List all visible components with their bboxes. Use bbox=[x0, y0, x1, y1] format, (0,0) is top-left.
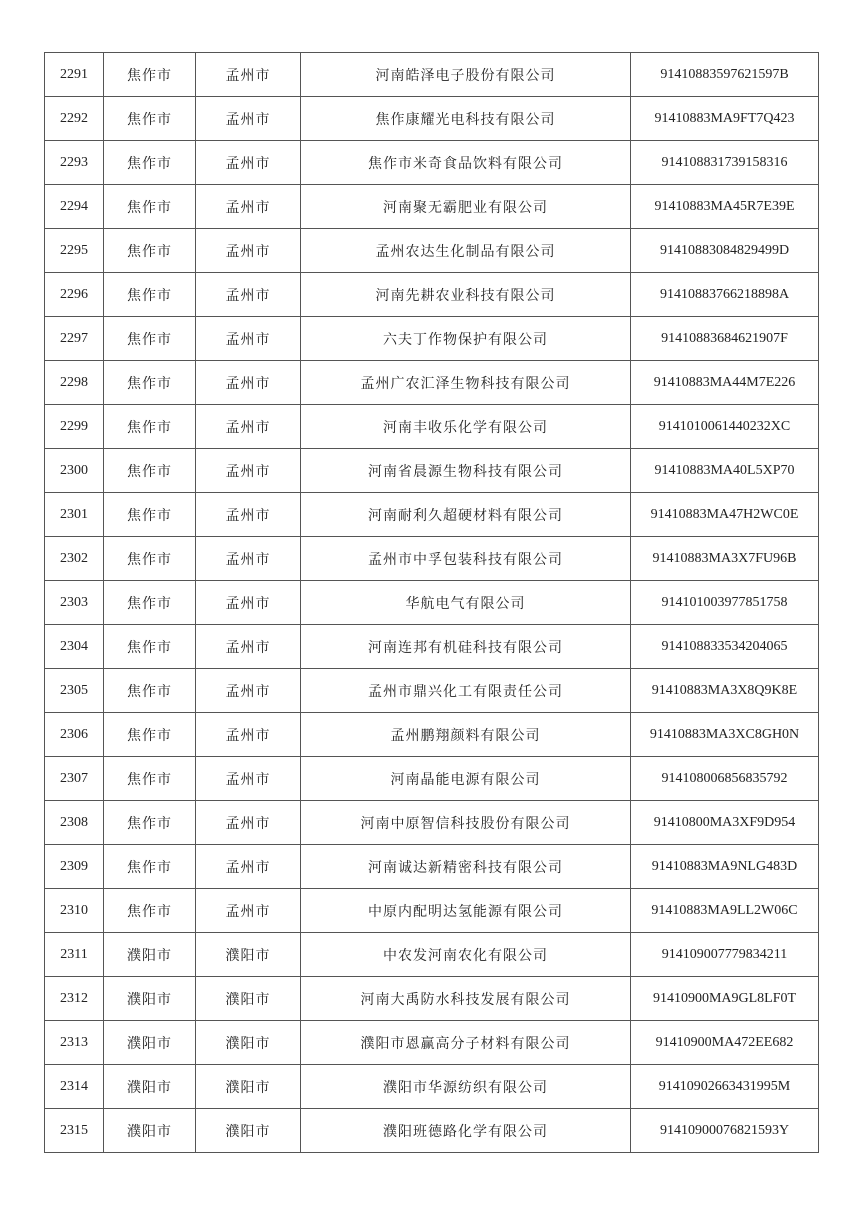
company-name-cell: 焦作市米奇食品饮料有限公司 bbox=[301, 141, 631, 185]
city-cell: 濮阳市 bbox=[104, 1109, 196, 1153]
city-cell: 濮阳市 bbox=[104, 933, 196, 977]
company-name-cell: 孟州市中孚包装科技有限公司 bbox=[301, 537, 631, 581]
county-cell: 孟州市 bbox=[196, 229, 301, 273]
table-row bbox=[45, 317, 819, 361]
city-cell: 焦作市 bbox=[104, 493, 196, 537]
county-cell: 孟州市 bbox=[196, 97, 301, 141]
county-cell: 孟州市 bbox=[196, 405, 301, 449]
row-number: 2293 bbox=[45, 141, 104, 185]
company-name-cell: 河南大禹防水科技发展有限公司 bbox=[301, 977, 631, 1021]
table-row bbox=[45, 889, 819, 933]
county-cell: 孟州市 bbox=[196, 185, 301, 229]
table-row bbox=[45, 1065, 819, 1109]
company-name-cell: 六夫丁作物保护有限公司 bbox=[301, 317, 631, 361]
table-row bbox=[45, 977, 819, 1021]
row-number: 2314 bbox=[45, 1065, 104, 1109]
document-page bbox=[44, 52, 819, 1153]
credit-code-cell: 91410900076821593Y bbox=[631, 1109, 819, 1153]
company-name-cell: 濮阳市华源纺织有限公司 bbox=[301, 1065, 631, 1109]
company-name-cell: 河南丰收乐化学有限公司 bbox=[301, 405, 631, 449]
row-number: 2295 bbox=[45, 229, 104, 273]
county-cell: 孟州市 bbox=[196, 493, 301, 537]
credit-code-cell: 91410883084829499D bbox=[631, 229, 819, 273]
county-cell: 孟州市 bbox=[196, 449, 301, 493]
credit-code-cell: 91410883MA9FT7Q423 bbox=[631, 97, 819, 141]
table-row bbox=[45, 185, 819, 229]
county-cell: 孟州市 bbox=[196, 845, 301, 889]
county-cell: 孟州市 bbox=[196, 317, 301, 361]
table-row bbox=[45, 757, 819, 801]
credit-code-cell: 914109007779834211 bbox=[631, 933, 819, 977]
county-cell: 孟州市 bbox=[196, 625, 301, 669]
county-cell: 孟州市 bbox=[196, 361, 301, 405]
county-cell: 濮阳市 bbox=[196, 977, 301, 1021]
county-cell: 孟州市 bbox=[196, 889, 301, 933]
table-row bbox=[45, 229, 819, 273]
city-cell: 焦作市 bbox=[104, 317, 196, 361]
city-cell: 焦作市 bbox=[104, 845, 196, 889]
credit-code-cell: 91410902663431995M bbox=[631, 1065, 819, 1109]
row-number: 2305 bbox=[45, 669, 104, 713]
city-cell: 焦作市 bbox=[104, 97, 196, 141]
row-number: 2299 bbox=[45, 405, 104, 449]
city-cell: 焦作市 bbox=[104, 669, 196, 713]
table-row bbox=[45, 273, 819, 317]
city-cell: 焦作市 bbox=[104, 361, 196, 405]
city-cell: 焦作市 bbox=[104, 185, 196, 229]
credit-code-cell: 91410883MA3XC8GH0N bbox=[631, 713, 819, 757]
row-number: 2301 bbox=[45, 493, 104, 537]
company-name-cell: 河南连邦有机硅科技有限公司 bbox=[301, 625, 631, 669]
table-row bbox=[45, 405, 819, 449]
city-cell: 濮阳市 bbox=[104, 977, 196, 1021]
credit-code-cell: 914108006856835792 bbox=[631, 757, 819, 801]
county-cell: 濮阳市 bbox=[196, 1109, 301, 1153]
city-cell: 焦作市 bbox=[104, 889, 196, 933]
row-number: 2313 bbox=[45, 1021, 104, 1065]
city-cell: 焦作市 bbox=[104, 449, 196, 493]
company-name-cell: 河南中原智信科技股份有限公司 bbox=[301, 801, 631, 845]
company-name-cell: 河南耐利久超硬材料有限公司 bbox=[301, 493, 631, 537]
credit-code-cell: 91410883MA9NLG483D bbox=[631, 845, 819, 889]
county-cell: 孟州市 bbox=[196, 537, 301, 581]
county-cell: 孟州市 bbox=[196, 757, 301, 801]
county-cell: 孟州市 bbox=[196, 53, 301, 97]
table-row bbox=[45, 933, 819, 977]
company-name-cell: 孟州广农汇泽生物科技有限公司 bbox=[301, 361, 631, 405]
company-name-cell: 河南诚达新精密科技有限公司 bbox=[301, 845, 631, 889]
table-row bbox=[45, 361, 819, 405]
credit-code-cell: 91410883597621597B bbox=[631, 53, 819, 97]
company-name-cell: 河南聚无霸肥业有限公司 bbox=[301, 185, 631, 229]
row-number: 2297 bbox=[45, 317, 104, 361]
table-row bbox=[45, 1109, 819, 1153]
credit-code-cell: 9141010061440232XC bbox=[631, 405, 819, 449]
row-number: 2296 bbox=[45, 273, 104, 317]
credit-code-cell: 91410883MA47H2WC0E bbox=[631, 493, 819, 537]
county-cell: 孟州市 bbox=[196, 141, 301, 185]
row-number: 2315 bbox=[45, 1109, 104, 1153]
credit-code-cell: 91410883MA9LL2W06C bbox=[631, 889, 819, 933]
table-row bbox=[45, 581, 819, 625]
enterprise-table bbox=[44, 52, 819, 1153]
row-number: 2292 bbox=[45, 97, 104, 141]
table-row bbox=[45, 713, 819, 757]
table-body bbox=[45, 53, 819, 1153]
company-name-cell: 濮阳班德路化学有限公司 bbox=[301, 1109, 631, 1153]
city-cell: 焦作市 bbox=[104, 581, 196, 625]
county-cell: 孟州市 bbox=[196, 669, 301, 713]
county-cell: 濮阳市 bbox=[196, 1021, 301, 1065]
company-name-cell: 焦作康耀光电科技有限公司 bbox=[301, 97, 631, 141]
credit-code-cell: 91410883MA3X8Q9K8E bbox=[631, 669, 819, 713]
city-cell: 焦作市 bbox=[104, 625, 196, 669]
row-number: 2303 bbox=[45, 581, 104, 625]
row-number: 2300 bbox=[45, 449, 104, 493]
company-name-cell: 中农发河南农化有限公司 bbox=[301, 933, 631, 977]
city-cell: 焦作市 bbox=[104, 537, 196, 581]
county-cell: 孟州市 bbox=[196, 713, 301, 757]
row-number: 2310 bbox=[45, 889, 104, 933]
credit-code-cell: 914108831739158316 bbox=[631, 141, 819, 185]
city-cell: 焦作市 bbox=[104, 53, 196, 97]
table-row bbox=[45, 493, 819, 537]
city-cell: 焦作市 bbox=[104, 273, 196, 317]
table-row bbox=[45, 845, 819, 889]
company-name-cell: 河南省晨源生物科技有限公司 bbox=[301, 449, 631, 493]
company-name-cell: 孟州市鼎兴化工有限责任公司 bbox=[301, 669, 631, 713]
row-number: 2291 bbox=[45, 53, 104, 97]
company-name-cell: 河南皓泽电子股份有限公司 bbox=[301, 53, 631, 97]
credit-code-cell: 91410883684621907F bbox=[631, 317, 819, 361]
row-number: 2308 bbox=[45, 801, 104, 845]
city-cell: 焦作市 bbox=[104, 405, 196, 449]
city-cell: 焦作市 bbox=[104, 801, 196, 845]
credit-code-cell: 91410800MA3XF9D954 bbox=[631, 801, 819, 845]
company-name-cell: 孟州农达生化制品有限公司 bbox=[301, 229, 631, 273]
credit-code-cell: 91410900MA9GL8LF0T bbox=[631, 977, 819, 1021]
table-row bbox=[45, 1021, 819, 1065]
credit-code-cell: 91410883MA40L5XP70 bbox=[631, 449, 819, 493]
credit-code-cell: 914101003977851758 bbox=[631, 581, 819, 625]
credit-code-cell: 91410883MA44M7E226 bbox=[631, 361, 819, 405]
credit-code-cell: 91410900MA472EE682 bbox=[631, 1021, 819, 1065]
row-number: 2306 bbox=[45, 713, 104, 757]
city-cell: 焦作市 bbox=[104, 229, 196, 273]
company-name-cell: 孟州鹏翔颜料有限公司 bbox=[301, 713, 631, 757]
city-cell: 焦作市 bbox=[104, 713, 196, 757]
credit-code-cell: 91410883766218898A bbox=[631, 273, 819, 317]
company-name-cell: 中原内配明达氢能源有限公司 bbox=[301, 889, 631, 933]
city-cell: 焦作市 bbox=[104, 757, 196, 801]
county-cell: 孟州市 bbox=[196, 801, 301, 845]
table-row bbox=[45, 53, 819, 97]
credit-code-cell: 91410883MA3X7FU96B bbox=[631, 537, 819, 581]
row-number: 2304 bbox=[45, 625, 104, 669]
county-cell: 孟州市 bbox=[196, 581, 301, 625]
county-cell: 孟州市 bbox=[196, 273, 301, 317]
county-cell: 濮阳市 bbox=[196, 933, 301, 977]
table-row bbox=[45, 669, 819, 713]
row-number: 2309 bbox=[45, 845, 104, 889]
row-number: 2311 bbox=[45, 933, 104, 977]
credit-code-cell: 91410883MA45R7E39E bbox=[631, 185, 819, 229]
city-cell: 濮阳市 bbox=[104, 1021, 196, 1065]
table-row bbox=[45, 537, 819, 581]
row-number: 2312 bbox=[45, 977, 104, 1021]
table-row bbox=[45, 625, 819, 669]
table-row bbox=[45, 97, 819, 141]
row-number: 2307 bbox=[45, 757, 104, 801]
table-row bbox=[45, 449, 819, 493]
row-number: 2294 bbox=[45, 185, 104, 229]
company-name-cell: 河南晶能电源有限公司 bbox=[301, 757, 631, 801]
city-cell: 焦作市 bbox=[104, 141, 196, 185]
company-name-cell: 濮阳市恩赢高分子材料有限公司 bbox=[301, 1021, 631, 1065]
company-name-cell: 河南先耕农业科技有限公司 bbox=[301, 273, 631, 317]
row-number: 2298 bbox=[45, 361, 104, 405]
credit-code-cell: 914108833534204065 bbox=[631, 625, 819, 669]
table-row bbox=[45, 801, 819, 845]
company-name-cell: 华航电气有限公司 bbox=[301, 581, 631, 625]
county-cell: 濮阳市 bbox=[196, 1065, 301, 1109]
table-row bbox=[45, 141, 819, 185]
city-cell: 濮阳市 bbox=[104, 1065, 196, 1109]
row-number: 2302 bbox=[45, 537, 104, 581]
